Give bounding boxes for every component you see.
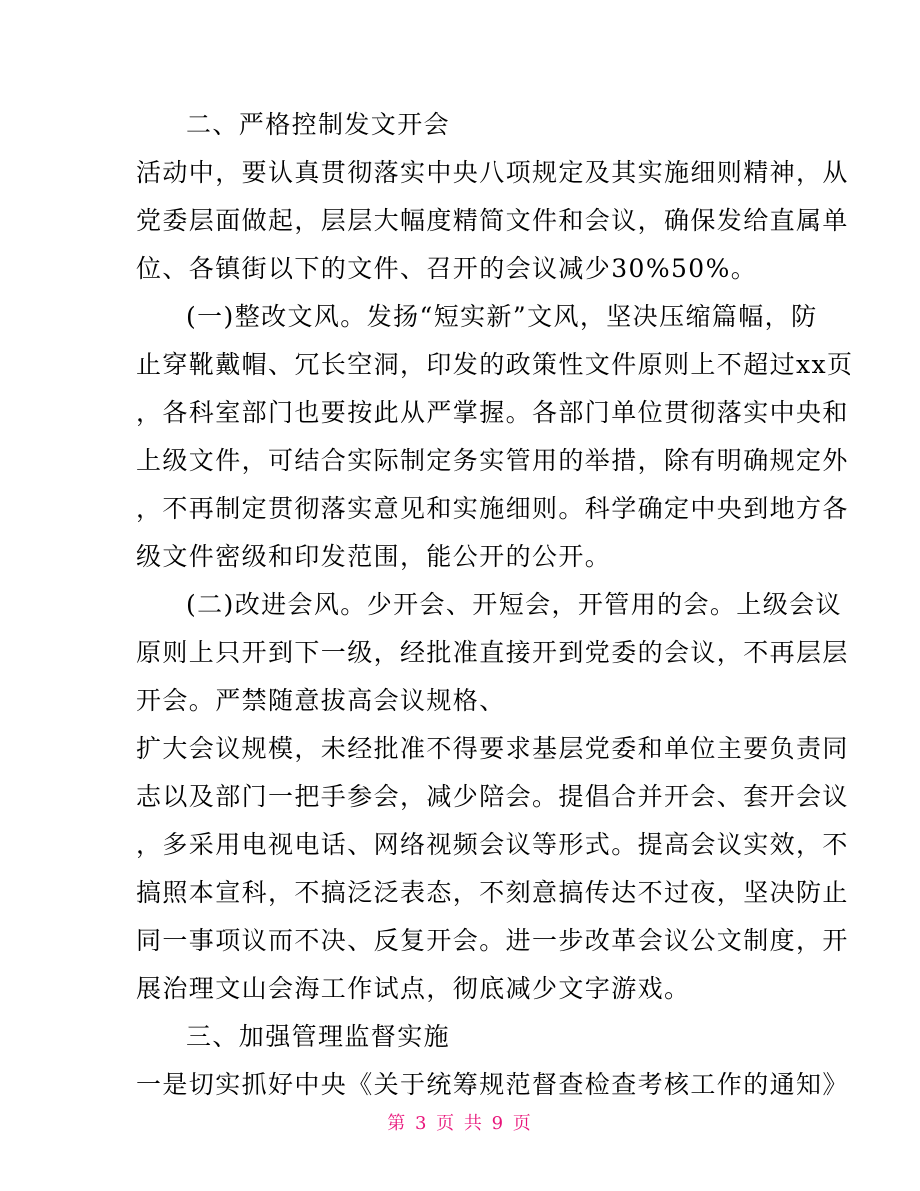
paragraph-line: 党委层面做起，层层大幅度精简文件和会议，确保发给直属单 <box>136 206 849 235</box>
paragraph-line: 级文件密级和印发范围，能公开的公开。 <box>136 542 612 571</box>
paragraph-line: 开会。严禁随意拔高会议规格、 <box>136 686 506 715</box>
paragraph-line: 搞照本宣科，不搞泛泛表态，不刻意搞传达不过夜，坚决防止 <box>136 878 849 907</box>
subsection-2-line: (二)改进会风。少开会、开短会，开管用的会。上级会议 <box>186 590 842 619</box>
paragraph-line: 位、各镇街以下的文件、召开的会议减少30%50%。 <box>136 254 758 283</box>
paragraph-line: 原则上只开到下一级，经批准直接开到党委的会议，不再层层 <box>136 638 849 667</box>
section-heading-3: 三、加强管理监督实施 <box>186 1022 451 1051</box>
paragraph-line: ，多采用电视电话、网络视频会议等形式。提高会议实效，不 <box>136 830 849 859</box>
section-heading-2: 二、严格控制发文开会 <box>186 110 451 139</box>
paragraph-line: ，各科室部门也要按此从严掌握。各部门单位贯彻落实中央和 <box>136 398 849 427</box>
paragraph-line: 展治理文山会海工作试点，彻底减少文字游戏。 <box>136 974 691 1003</box>
paragraph-line: 活动中，要认真贯彻落实中央八项规定及其实施细则精神，从 <box>136 158 849 187</box>
paragraph-line: 扩大会议规模，未经批准不得要求基层党委和单位主要负责同 <box>136 734 849 763</box>
paragraph-line: 上级文件，可结合实际制定务实管用的举措，除有明确规定外 <box>136 446 849 475</box>
paragraph-line: 同一事项议而不决、反复开会。进一步改革会议公文制度，开 <box>136 926 849 955</box>
paragraph-line: 止穿靴戴帽、冗长空洞，印发的政策性文件原则上不超过xx页 <box>136 350 854 379</box>
paragraph-line: 一是切实抓好中央《关于统筹规范督查检查考核工作的通知》 <box>136 1070 849 1099</box>
page-number-footer: 第 3 页 共 9 页 <box>387 1113 533 1134</box>
paragraph-line: 志以及部门一把手参会，减少陪会。提倡合并开会、套开会议 <box>136 782 849 811</box>
paragraph-line: ，不再制定贯彻落实意见和实施细则。科学确定中央到地方各 <box>136 494 849 523</box>
subsection-1-line: (一)整改文风。发扬“短实新”文风，坚决压缩篇幅，防 <box>186 302 818 331</box>
